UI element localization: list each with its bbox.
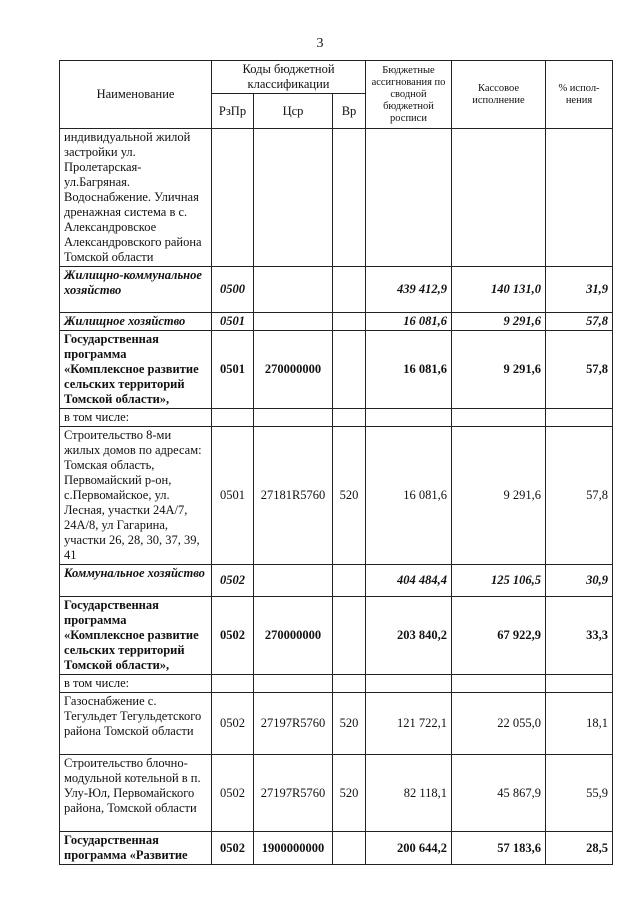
row-percent: 31,9 <box>546 267 613 313</box>
row-budget <box>366 675 452 693</box>
row-cash: 140 131,0 <box>452 267 546 313</box>
row-budget <box>366 129 452 267</box>
row-cash: 9 291,6 <box>452 427 546 565</box>
row-percent: 28,5 <box>546 832 613 865</box>
header-codes-group: Коды бюджетной классификации <box>212 61 366 94</box>
budget-execution-table <box>59 60 613 865</box>
row-name: Коммунальное хозяйство <box>60 565 212 597</box>
row-rzpr: 0502 <box>212 755 254 832</box>
row-budget: 16 081,6 <box>366 427 452 565</box>
row-csr: 27197R5760 <box>254 693 333 755</box>
row-name: Государственная программа «Комплексное развитие сельских территорий Томской области», <box>60 331 212 409</box>
row-vr <box>333 313 366 331</box>
row-percent: 33,3 <box>546 597 613 675</box>
row-name: индивидуальной жилой застройки ул. Пролетарская-ул.Багряная. Водоснабжение. Уличная дренажная система в с. Александровское Александровского района Томской области <box>60 129 212 267</box>
row-budget: 16 081,6 <box>366 331 452 409</box>
row-rzpr <box>212 409 254 427</box>
row-rzpr <box>212 675 254 693</box>
row-name: Строительство 8-ми жилых домов по адресам: Томская область, Первомайский р-он, с.Первомайское, ул. Лесная, участки 24А/7, 24А/8, ул Гагарина, участки 26, 28, 30, 37, 39, 41 <box>60 427 212 565</box>
row-budget: 439 412,9 <box>366 267 452 313</box>
row-csr: 27181R5760 <box>254 427 333 565</box>
row-rzpr: 0500 <box>212 267 254 313</box>
row-name: в том числе: <box>60 409 212 427</box>
row-rzpr: 0502 <box>212 565 254 597</box>
row-csr: 270000000 <box>254 331 333 409</box>
table-row <box>60 409 613 427</box>
table-row <box>60 597 613 675</box>
row-name: Строительство блочно-модульной котельной в п. Улу-Юл, Первомайского района, Томской области <box>60 755 212 832</box>
row-percent: 57,8 <box>546 427 613 565</box>
row-name: Жилищное хозяйство <box>60 313 212 331</box>
row-percent <box>546 409 613 427</box>
header-vr: Вр <box>333 94 366 129</box>
row-vr <box>333 331 366 409</box>
header-percent: % испол-нения <box>546 61 613 129</box>
row-rzpr: 0502 <box>212 693 254 755</box>
row-budget: 404 484,4 <box>366 565 452 597</box>
row-cash <box>452 409 546 427</box>
table-row <box>60 129 613 267</box>
row-name: Газоснабжение с. Тегульдет Тегульдетского района Томской области <box>60 693 212 755</box>
row-cash: 125 106,5 <box>452 565 546 597</box>
row-vr: 520 <box>333 693 366 755</box>
row-csr: 27197R5760 <box>254 755 333 832</box>
row-percent: 30,9 <box>546 565 613 597</box>
row-vr <box>333 832 366 865</box>
row-percent: 55,9 <box>546 755 613 832</box>
row-budget: 82 118,1 <box>366 755 452 832</box>
row-budget: 203 840,2 <box>366 597 452 675</box>
row-rzpr: 0501 <box>212 331 254 409</box>
row-budget: 200 644,2 <box>366 832 452 865</box>
row-cash: 45 867,9 <box>452 755 546 832</box>
table-row <box>60 675 613 693</box>
row-csr <box>254 409 333 427</box>
row-rzpr: 0501 <box>212 427 254 565</box>
row-percent: 18,1 <box>546 693 613 755</box>
row-budget <box>366 409 452 427</box>
row-name: Государственная программа «Развитие <box>60 832 212 865</box>
row-vr <box>333 267 366 313</box>
header-cash: Кассовое исполнение <box>452 61 546 129</box>
row-vr <box>333 565 366 597</box>
table-row <box>60 313 613 331</box>
row-rzpr: 0502 <box>212 597 254 675</box>
table-row <box>60 832 613 865</box>
row-rzpr: 0502 <box>212 832 254 865</box>
row-vr <box>333 409 366 427</box>
row-vr <box>333 675 366 693</box>
header-budget: Бюджетные ассигнования по сводной бюджетной росписи <box>366 61 452 129</box>
row-cash: 67 922,9 <box>452 597 546 675</box>
row-percent <box>546 129 613 267</box>
table-row <box>60 565 613 597</box>
row-csr <box>254 129 333 267</box>
row-csr <box>254 675 333 693</box>
row-name: Жилищно-коммунальное хозяйство <box>60 267 212 313</box>
row-percent: 57,8 <box>546 313 613 331</box>
row-budget: 121 722,1 <box>366 693 452 755</box>
table-row <box>60 693 613 755</box>
row-csr <box>254 565 333 597</box>
row-name: Государственная программа «Комплексное развитие сельских территорий Томской области», <box>60 597 212 675</box>
row-csr: 1900000000 <box>254 832 333 865</box>
row-cash <box>452 129 546 267</box>
header-csr: Цср <box>254 94 333 129</box>
row-csr <box>254 267 333 313</box>
row-rzpr <box>212 129 254 267</box>
page-number: 3 <box>316 36 324 51</box>
row-vr: 520 <box>333 755 366 832</box>
row-csr: 270000000 <box>254 597 333 675</box>
row-vr <box>333 597 366 675</box>
row-cash <box>452 675 546 693</box>
table-row <box>60 331 613 409</box>
header-name: Наименование <box>60 61 212 129</box>
row-cash: 22 055,0 <box>452 693 546 755</box>
row-cash: 9 291,6 <box>452 331 546 409</box>
header-rzpr: РзПр <box>212 94 254 129</box>
row-percent <box>546 675 613 693</box>
row-percent: 57,8 <box>546 331 613 409</box>
table-row <box>60 427 613 565</box>
table-row <box>60 755 613 832</box>
row-vr: 520 <box>333 427 366 565</box>
row-vr <box>333 129 366 267</box>
row-cash: 57 183,6 <box>452 832 546 865</box>
row-csr <box>254 313 333 331</box>
row-rzpr: 0501 <box>212 313 254 331</box>
row-budget: 16 081,6 <box>366 313 452 331</box>
table-row <box>60 267 613 313</box>
row-name: в том числе: <box>60 675 212 693</box>
row-cash: 9 291,6 <box>452 313 546 331</box>
